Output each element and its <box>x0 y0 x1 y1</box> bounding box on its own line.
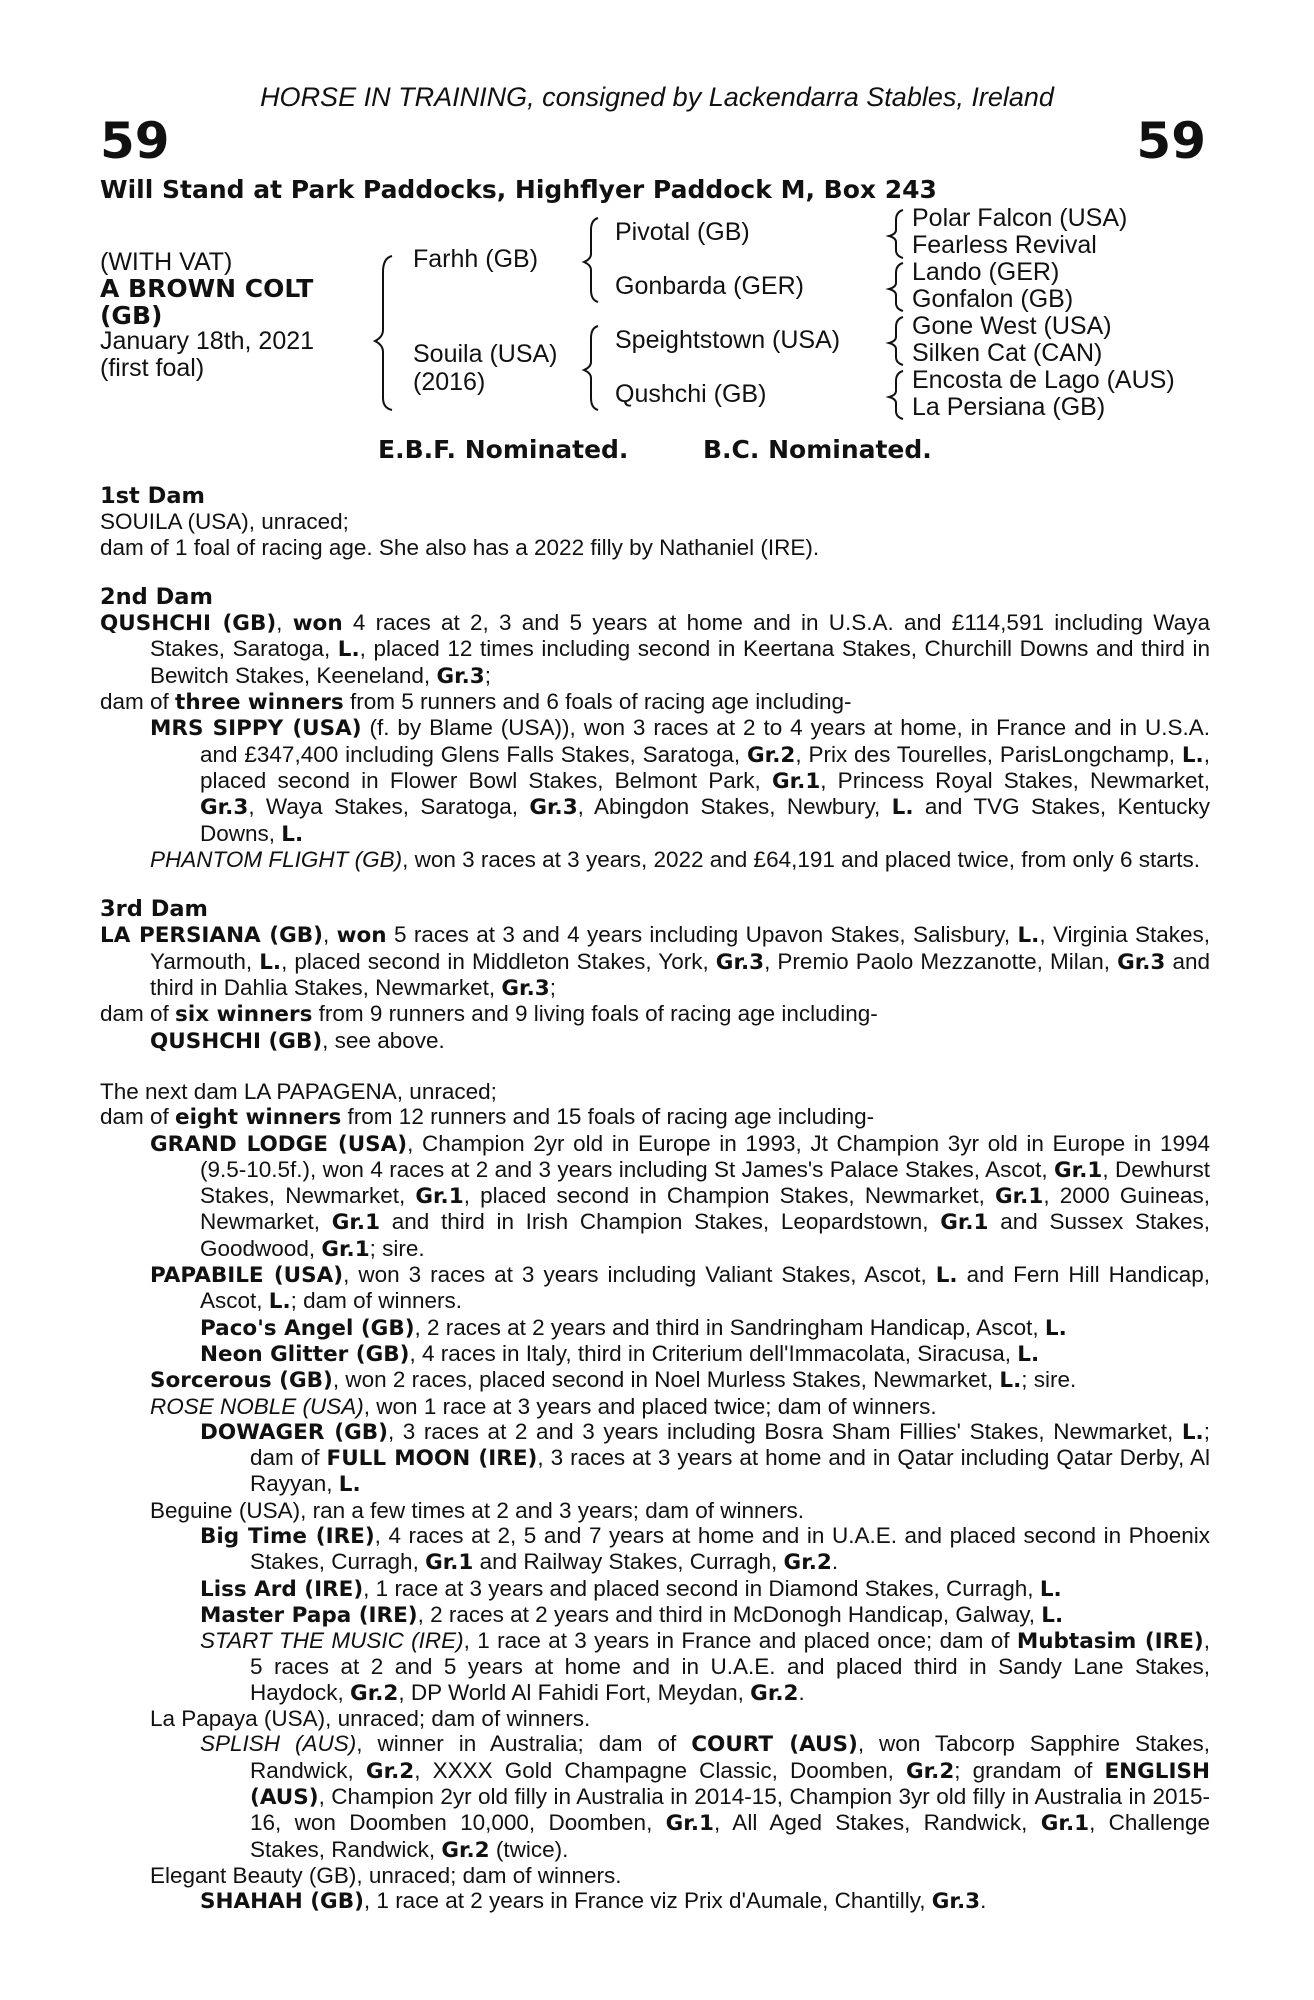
produce-entry: Paco's Angel (GB), 2 races at 2 years and third in Sandringham Handicap, Ascot, L. <box>200 1314 1067 1341</box>
produce-entry: Master Papa (IRE), 2 races at 2 years and third in McDonogh Handicap, Galway, L. <box>200 1601 1064 1628</box>
produce-entry: Sorcerous (GB), won 2 races, placed second in Noel Murless Stakes, Newmarket, L.; sire. <box>150 1367 1077 1394</box>
lot-number-right: 59 <box>1136 112 1206 170</box>
second-dam-heading: 2nd Dam <box>100 583 213 610</box>
produce-entry: QUSHCHI (GB), see above. <box>150 1027 445 1054</box>
dam-dam-sire: Encosta de Lago (AUS) <box>912 366 1175 394</box>
sire-sire-dam: Fearless Revival <box>912 231 1097 259</box>
dam-dam: Qushchi (GB) <box>615 380 767 408</box>
second-dam-produce: dam of three winners from 5 runners and 6 foals of racing age including- <box>100 689 852 716</box>
third-dam-heading: 3rd Dam <box>100 896 208 923</box>
lot-number-left: 59 <box>100 112 170 170</box>
produce-entry: MRS SIPPY (USA) (f. by Blame (USA)), won 3 races at 2 to 4 years at home, in France and in U.S.A. and £347,400 including Glens Falls Stakes, Saratoga, Gr.2, Prix des Tourelles, ParisLongchamp, L., placed second in Flower Bowl Stakes, Belmont Park, Gr.1, Princess Royal Stakes, Newmarket, Gr.3, Waya Stakes, Saratoga, Gr.3, Abingdon Stakes, Newbury, L. and TVG Stakes, Kentucky Downs, L. <box>150 715 1211 847</box>
first-dam-text: SOUILA (USA), unraced; dam of 1 foal of racing age. She also has a 2022 filly by Nathaniel (IRE). <box>100 509 820 560</box>
stand-location: Will Stand at Park Paddocks, Highflyer Paddock M, Box 243 <box>100 175 937 204</box>
produce-entry: PAPABILE (USA), won 3 races at 3 years including Valiant Stakes, Ascot, L. and Fern Hill Handicap, Ascot, L.; dam of winners. <box>150 1262 1210 1315</box>
consignor-header: HORSE IN TRAINING, consigned by Lackendarra Stables, Ireland <box>260 82 1054 112</box>
sire-dam: Gonbarda (GER) <box>615 272 804 300</box>
produce-entry: Liss Ard (IRE), 1 race at 3 years and placed second in Diamond Stakes, Curragh, L. <box>200 1575 1062 1602</box>
sire-sire: Pivotal (GB) <box>615 218 750 246</box>
next-dam-text: The next dam LA PAPAGENA, unraced; <box>100 1078 497 1104</box>
dam: Souila (USA) <box>413 340 558 368</box>
sire-sire-sire: Polar Falcon (USA) <box>912 204 1128 232</box>
horse-dob: January 18th, 2021 <box>100 327 315 355</box>
produce-entry: SPLISH (AUS), winner in Australia; dam of COURT (AUS), won Tabcorp Sapphire Stakes, Randwick, Gr.2, XXXX Gold Champagne Classic, Doomben, Gr.2; grandam of ENGLISH (AUS), Champion 2yr old filly in Australia in 2014-15, Champion 3yr old filly in Australia in 2015-16, won Doomben 10,000, Doomben, Gr.1, All Aged Stakes, Randwick, Gr.1, Challenge Stakes, Randwick, Gr.2 (twice). <box>200 1731 1211 1863</box>
produce-entry: START THE MUSIC (IRE), 1 race at 3 years in France and placed once; dam of Mubtasim (IRE), 5 races at 2 and 5 years at home and in U.A.E. and placed third in Sandy Lane Stakes, Haydock, Gr.2, DP World Al Fahidi Fort, Meydan, Gr.2. <box>200 1628 1211 1706</box>
horse-note: (first foal) <box>100 354 205 382</box>
produce-entry: ROSE NOBLE (USA), won 1 race at 3 years and placed twice; dam of winners. <box>150 1393 937 1419</box>
sire-dam-dam: Gonfalon (GB) <box>912 285 1074 313</box>
produce-record <box>100 484 1210 1914</box>
produce-entry: La Papaya (USA), unraced; dam of winners. <box>150 1706 591 1732</box>
dam-year: (2016) <box>413 368 486 396</box>
produce-entry: Beguine (USA), ran a few times at 2 and 3 years; dam of winners. <box>150 1497 805 1523</box>
produce-entry: SHAHAH (GB), 1 race at 2 years in France viz Prix d'Aumale, Chantilly, Gr.3. <box>200 1888 987 1915</box>
produce-entry: DOWAGER (GB), 3 races at 2 and 3 years including Bosra Sham Fillies' Stakes, Newmarket, L.; dam of FULL MOON (IRE), 3 races at 3 years at home and in Qatar including Qatar Derby, Al Rayyan, L. <box>200 1418 1211 1498</box>
horse-origin: (GB) <box>100 301 163 330</box>
dam-sire: Speightstown (USA) <box>615 326 841 354</box>
second-dam-text: QUSHCHI (GB), won 4 races at 2, 3 and 5 years at home and in U.S.A. and £114,591 including Waya Stakes, Saratoga, L., placed 12 times including second in Keertana Stakes, Churchill Downs and third in Bewitch Stakes, Keeneland, Gr.3; <box>100 610 1211 689</box>
first-dam-heading: 1st Dam <box>100 483 205 509</box>
horse-name: A BROWN COLT <box>100 274 314 303</box>
dam-dam-dam: La Persiana (GB) <box>912 393 1106 421</box>
bc-nominated: B.C. Nominated. <box>703 435 932 464</box>
produce-entry: Elegant Beauty (GB), unraced; dam of winners. <box>150 1862 622 1888</box>
produce-entry: PHANTOM FLIGHT (GB), won 3 races at 3 years, 2022 and £64,191 and placed twice, from only 6 starts. <box>150 846 1201 872</box>
produce-entry: Neon Glitter (GB), 4 races in Italy, third in Criterium dell'Immacolata, Siracusa, L. <box>200 1340 1040 1367</box>
dam-sire-sire: Gone West (USA) <box>912 312 1112 340</box>
sire: Farhh (GB) <box>413 245 539 273</box>
ebf-nominated: E.B.F. Nominated. <box>378 435 629 464</box>
next-dam-produce: dam of eight winners from 12 runners and 15 foals of racing age including- <box>100 1104 875 1131</box>
vat-note: (WITH VAT) <box>100 248 233 276</box>
produce-entry: Big Time (IRE), 4 races at 2, 5 and 7 years at home and in U.A.E. and placed second in Phoenix Stakes, Curragh, Gr.1 and Railway Stakes, Curragh, Gr.2. <box>200 1522 1210 1576</box>
produce-entry: GRAND LODGE (USA), Champion 2yr old in Europe in 1993, Jt Champion 3yr old in Europe in 1994 (9.5-10.5f.), won 4 races at 2 and 3 years including St James's Palace Stakes, Ascot, Gr.1, Dewhurst Stakes, Newmarket, Gr.1, placed second in Champion Stakes, Newmarket, Gr.1, 2000 Guineas, Newmarket, Gr.1 and third in Irish Champion Stakes, Leopardstown, Gr.1 and Sussex Stakes, Goodwood, Gr.1; sire. <box>150 1130 1210 1262</box>
dam-sire-dam: Silken Cat (CAN) <box>912 339 1103 367</box>
third-dam-text: LA PERSIANA (GB), won 5 races at 3 and 4 years including Upavon Stakes, Salisbury, L., Virginia Stakes, Yarmouth, L., placed second in Middleton Stakes, York, Gr.3, Premio Paolo Mezzanotte, Milan, Gr.3 and third in Dahlia Stakes, Newmarket, Gr.3; <box>100 922 1210 1002</box>
sire-dam-sire: Lando (GER) <box>912 258 1060 286</box>
third-dam-produce: dam of six winners from 9 runners and 9 living foals of racing age including- <box>100 1001 878 1028</box>
